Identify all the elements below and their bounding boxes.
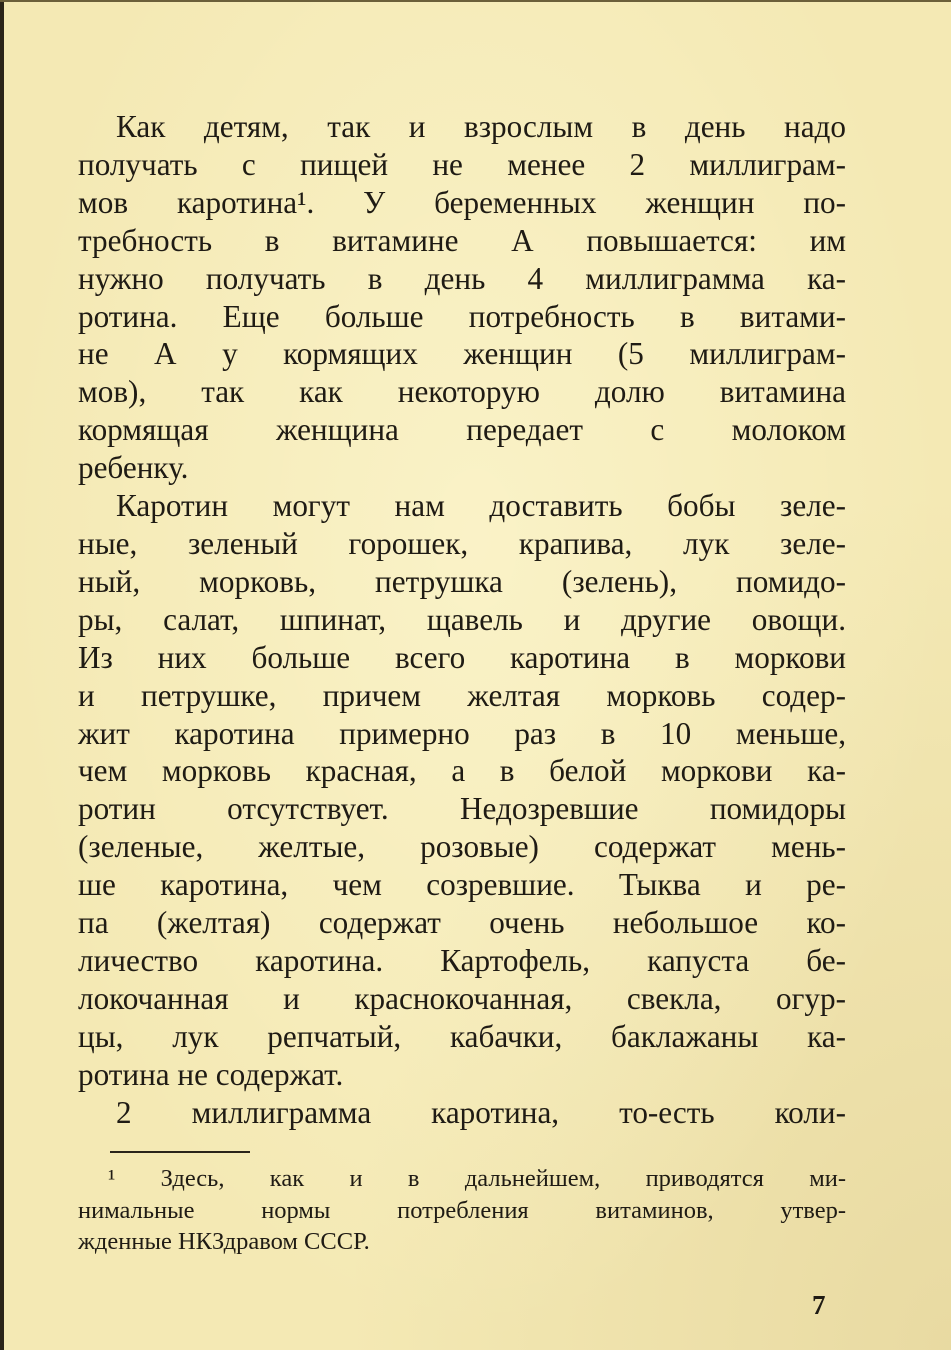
footnote	[78, 1163, 846, 1258]
page-number: 7	[812, 1290, 826, 1320]
text-line: и петрушке, причем желтая морковь содер-	[78, 677, 846, 713]
text-line: личество каротина. Картофель, капуста бе-	[78, 942, 846, 978]
text-line: ротина. Еще больше потребность в витами-	[78, 298, 846, 334]
text-line: (зеленые, желтые, розовые) содержат мень-	[78, 829, 846, 865]
text-line: чем морковь красная, а в белой моркови ка-	[78, 753, 846, 789]
text-line: 2 миллиграмма каротина, то-есть коли-	[116, 1094, 846, 1130]
text-line: локочанная и краснокочанная, свекла, огур-	[78, 980, 846, 1016]
footnote-line: нимальные нормы потребления витаминов, утвер-	[78, 1196, 846, 1224]
page-top-edge	[0, 0, 951, 2]
footnote-line: ¹ Здесь, как и в дальнейшем, приводятся ми-	[108, 1165, 846, 1192]
text-line: Из них больше всего каротина в моркови	[78, 639, 846, 675]
text-line: ры, салат, шпинат, щавель и другие овощи.	[78, 601, 846, 637]
text-line: па (желтая) содержат очень небольшое ко-	[78, 905, 846, 941]
text-line: цы, лук репчатый, кабачки, баклажаны ка-	[78, 1018, 846, 1054]
text-line: не А у кормящих женщин (5 миллиграм-	[78, 336, 846, 372]
text-line: кормящая женщина передает с молоком	[78, 412, 846, 448]
text-line: получать с пищей не менее 2 миллиграм-	[78, 146, 846, 182]
text-line: ше каротина, чем созревшие. Тыква и ре-	[78, 867, 846, 903]
text-line: требность в витамине А повышается: им	[78, 222, 846, 258]
text-line: Как детям, так и взрослым в день надо	[116, 109, 846, 144]
text-line: ный, морковь, петрушка (зелень), помидо-	[78, 563, 846, 599]
text-line: мов), так как некоторую долю витамина	[78, 374, 846, 410]
text-line: Каротин могут нам доставить бобы зеле-	[116, 488, 846, 524]
paragraph-2	[78, 487, 846, 1094]
paragraph-3	[78, 1094, 846, 1132]
footnote-line: жденные НКЗдравом СССР.	[78, 1228, 370, 1255]
text-line: ротин отсутствует. Недозревшие помидоры	[78, 791, 846, 827]
main-text	[78, 108, 846, 1131]
text-line: ротина не содержат.	[78, 1056, 344, 1092]
text-line: жит каротина примерно раз в 10 меньше,	[78, 715, 846, 751]
text-line: мов каротина¹. У беременных женщин по-	[78, 184, 846, 220]
paragraph-1	[78, 108, 846, 487]
text-line: ные, зеленый горошек, крапива, лук зеле-	[78, 525, 846, 561]
footnote-divider	[110, 1151, 250, 1153]
text-line: нужно получать в день 4 миллиграмма ка-	[78, 260, 846, 296]
page-spine-edge	[0, 0, 4, 1350]
text-line: ребенку.	[78, 450, 189, 486]
